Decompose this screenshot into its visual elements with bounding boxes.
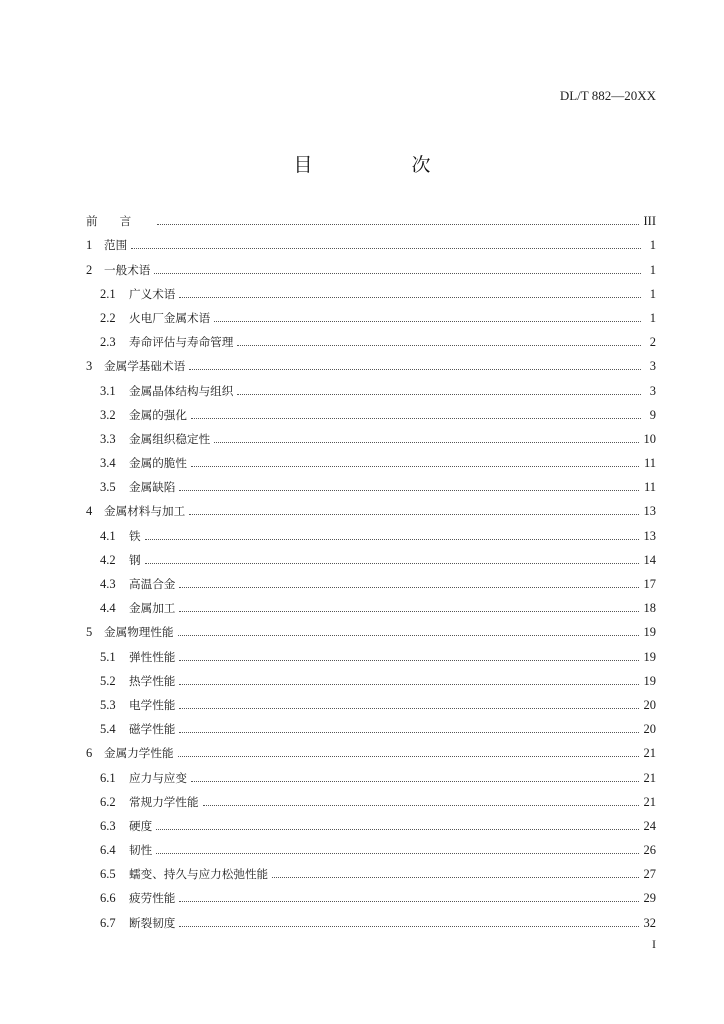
toc-entry-page: 11 [643, 456, 656, 471]
toc-entry-number: 3.4 [100, 456, 116, 471]
toc-entry[interactable] [86, 858, 656, 882]
toc-entry-number: 5.1 [100, 649, 116, 664]
toc-dot-leader [154, 272, 641, 274]
toc-entry-label: 金属晶体结构与组织 [129, 383, 234, 398]
toc-entry[interactable] [86, 302, 656, 326]
toc-dot-leader [214, 441, 638, 443]
document-code: DL/T 882—20XX [559, 88, 656, 103]
toc-dot-leader [203, 804, 639, 806]
toc-entry-page: 21 [643, 746, 656, 761]
toc-dot-leader [179, 610, 638, 612]
toc-entry-label: 热学性能 [129, 673, 176, 688]
toc-entry-label: 疲劳性能 [129, 891, 176, 906]
toc-entry-number: 2.1 [100, 286, 116, 301]
toc-entry-label: 电学性能 [129, 697, 176, 712]
toc-entry-page: 9 [649, 407, 656, 422]
toc-dot-leader [214, 320, 641, 322]
toc-entry[interactable] [86, 278, 656, 302]
toc-entry[interactable] [86, 519, 656, 543]
toc-entry-label: 钢 [129, 552, 141, 567]
toc-dot-leader [189, 513, 638, 515]
toc-entry[interactable] [86, 544, 656, 568]
toc-entry[interactable] [86, 906, 656, 930]
toc-entry-label: 寿命评估与寿命管理 [129, 335, 234, 350]
toc-entry-number: 6.5 [100, 867, 116, 882]
toc-dot-leader [178, 755, 639, 757]
toc-entry-page: 14 [643, 552, 656, 567]
toc-entry-label: 金属缺陷 [129, 480, 176, 495]
table-of-contents [86, 205, 656, 931]
toc-entry-page: 29 [643, 891, 656, 906]
toc-entry-page: 20 [643, 697, 656, 712]
toc-entry-page: 27 [643, 867, 656, 882]
toc-entry-label: 高温合金 [129, 577, 176, 591]
toc-entry-label: 金属力学性能 [104, 746, 174, 761]
toc-entry[interactable] [86, 786, 656, 810]
toc-dot-leader [156, 852, 638, 854]
toc-entry[interactable] [86, 834, 656, 858]
toc-entry-page: 19 [643, 673, 656, 688]
toc-title: 目 次 [293, 154, 471, 176]
toc-entry-label: 火电厂金属术语 [129, 310, 211, 325]
toc-entry-page: 1 [649, 310, 656, 325]
toc-entry-number: 2 [86, 262, 93, 277]
toc-entry-page: 3 [649, 383, 656, 398]
toc-entry-number: 4.4 [100, 601, 116, 616]
toc-entry-number: 6.2 [100, 794, 116, 809]
toc-dot-leader [179, 659, 638, 661]
toc-dot-leader [156, 828, 638, 830]
toc-entry-label: 韧性 [129, 843, 153, 858]
toc-entry-page: 17 [643, 577, 656, 591]
toc-entry[interactable] [86, 713, 656, 737]
toc-entry-number: 4.3 [100, 577, 116, 591]
toc-entry-page: III [643, 214, 656, 229]
toc-dot-leader [179, 925, 638, 927]
toc-dot-leader [179, 489, 639, 491]
toc-dot-leader [178, 634, 639, 636]
toc-entry-label: 金属学基础术语 [104, 359, 186, 374]
toc-entry[interactable] [86, 350, 656, 374]
toc-entry-label: 断裂韧度 [129, 915, 176, 930]
toc-entry-number: 2.3 [100, 335, 116, 350]
toc-entry-number: 3.3 [100, 431, 116, 446]
toc-entry-label: 金属组织稳定性 [129, 431, 211, 446]
toc-dot-leader [131, 247, 641, 249]
toc-dot-leader [191, 417, 641, 419]
toc-entry[interactable] [86, 374, 656, 398]
toc-entry-page: 13 [643, 504, 656, 519]
toc-entry[interactable] [86, 253, 656, 277]
toc-entry-label: 常规力学性能 [129, 794, 199, 809]
toc-entry[interactable] [86, 689, 656, 713]
toc-entry[interactable] [86, 640, 656, 664]
toc-entry-label: 前言 [86, 214, 154, 229]
toc-entry-number: 3.1 [100, 383, 116, 398]
toc-entry-number: 6 [86, 746, 93, 761]
toc-entry[interactable] [86, 229, 656, 253]
toc-entry-page: 32 [643, 915, 656, 930]
toc-entry-number: 6.7 [100, 915, 116, 930]
toc-entry-number: 5 [86, 625, 93, 640]
toc-entry[interactable] [86, 592, 656, 616]
toc-entry-page: 10 [643, 431, 656, 446]
toc-entry-label: 金属加工 [129, 601, 176, 616]
toc-dot-leader [179, 586, 638, 588]
toc-entry-label: 铁 [129, 528, 141, 543]
toc-dot-leader [237, 344, 641, 346]
toc-entry-page: 19 [643, 649, 656, 664]
toc-dot-leader [179, 707, 638, 709]
toc-entry-page: 1 [649, 286, 656, 301]
toc-entry-label: 广义术语 [129, 286, 176, 301]
toc-entry-number: 3.2 [100, 407, 116, 422]
toc-entry[interactable] [86, 616, 656, 640]
toc-entry[interactable] [86, 882, 656, 906]
toc-dot-leader [191, 780, 639, 782]
toc-entry[interactable] [86, 471, 656, 495]
toc-entry[interactable] [86, 447, 656, 471]
toc-entry-number: 2.2 [100, 310, 116, 325]
toc-entry-page: 1 [649, 262, 656, 277]
toc-entry-number: 5.4 [100, 722, 116, 737]
toc-entry-page: 11 [643, 480, 656, 495]
toc-entry[interactable] [86, 423, 656, 447]
toc-entry-number: 6.3 [100, 818, 116, 833]
toc-entry[interactable] [86, 665, 656, 689]
toc-dot-leader [179, 683, 638, 685]
toc-dot-leader [179, 731, 638, 733]
toc-entry-page: 13 [643, 528, 656, 543]
toc-entry[interactable] [86, 568, 656, 592]
toc-entry-number: 5.2 [100, 673, 116, 688]
toc-dot-leader [157, 223, 638, 225]
toc-entry-number: 6.1 [100, 770, 116, 785]
toc-entry-number: 4 [86, 504, 93, 519]
toc-entry-page: 21 [643, 794, 656, 809]
toc-entry-number: 5.3 [100, 697, 116, 712]
toc-entry-page: 21 [643, 770, 656, 785]
toc-dot-leader [179, 900, 638, 902]
toc-entry-number: 4.1 [100, 528, 116, 543]
toc-entry-number: 3 [86, 359, 93, 374]
toc-entry-number: 3.5 [100, 480, 116, 495]
toc-entry-page: 20 [643, 722, 656, 737]
toc-entry[interactable] [86, 761, 656, 785]
toc-entry-page: 18 [643, 601, 656, 616]
toc-entry[interactable] [86, 810, 656, 834]
toc-entry-page: 2 [649, 335, 656, 350]
toc-entry-page: 24 [643, 818, 656, 833]
toc-entry-page: 19 [643, 625, 656, 640]
toc-entry[interactable] [86, 495, 656, 519]
toc-entry[interactable] [86, 399, 656, 423]
toc-entry-label: 磁学性能 [129, 722, 176, 737]
toc-entry-label: 应力与应变 [129, 770, 187, 785]
toc-entry-label: 一般术语 [104, 262, 151, 277]
toc-dot-leader [179, 296, 641, 298]
toc-entry-number: 6.4 [100, 843, 116, 858]
toc-entry-number: 6.6 [100, 891, 116, 906]
toc-entry-page: 1 [649, 238, 656, 253]
toc-entry[interactable] [86, 205, 656, 229]
toc-entry[interactable] [86, 326, 656, 350]
toc-entry-number: 1 [86, 238, 93, 253]
toc-dot-leader [145, 562, 639, 564]
toc-entry-page: 3 [649, 359, 656, 374]
toc-entry-label: 金属的强化 [129, 407, 187, 422]
toc-entry-label: 硬度 [129, 818, 153, 833]
toc-entry-page: 26 [643, 843, 656, 858]
toc-entry-label: 蠕变、持久与应力松弛性能 [129, 867, 269, 882]
toc-entry-label: 范围 [104, 238, 128, 253]
toc-entry-number: 4.2 [100, 552, 116, 567]
toc-dot-leader [272, 876, 638, 878]
toc-dot-leader [145, 538, 639, 540]
toc-dot-leader [237, 393, 641, 395]
page-number: I [652, 937, 656, 951]
toc-entry-label: 金属材料与加工 [104, 504, 186, 519]
toc-dot-leader [191, 465, 639, 467]
toc-entry-label: 弹性性能 [129, 649, 176, 664]
toc-entry-label: 金属物理性能 [104, 625, 174, 640]
toc-dot-leader [189, 368, 641, 370]
toc-entry-label: 金属的脆性 [129, 456, 187, 471]
toc-entry[interactable] [86, 737, 656, 761]
